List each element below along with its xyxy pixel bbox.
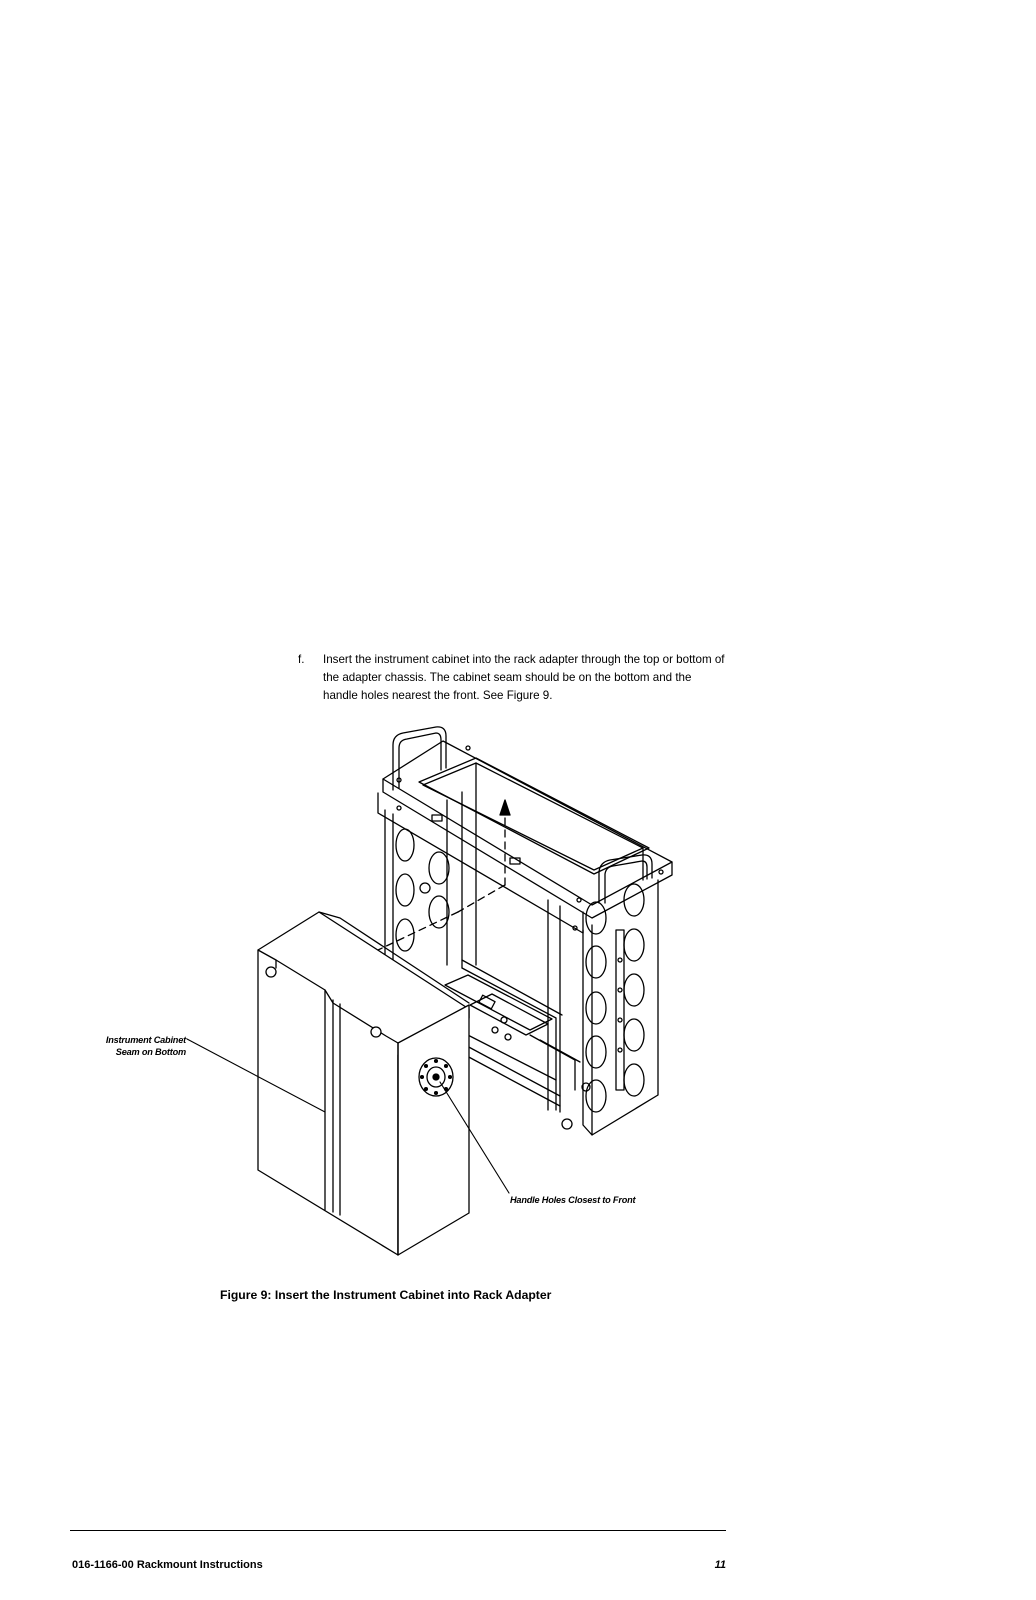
instrument-cabinet xyxy=(258,912,469,1255)
cabinet-callout-line1: Instrument Cabinet xyxy=(105,1035,186,1045)
footer-doc-title: 016-1166-00 Rackmount Instructions xyxy=(72,1559,263,1571)
footer-rule xyxy=(70,1530,726,1531)
cabinet-callout xyxy=(60,1034,186,1058)
arrow-head xyxy=(500,800,510,815)
step-letter: f. xyxy=(298,653,305,666)
footer-page-number: 11 xyxy=(714,1559,726,1571)
step-text: Insert the instrument cabinet into the rack adapter through the top or bottom of the adapter chassis. The cabinet seam should be on the bottom and the handle holes nearest the front. See Figure 9. xyxy=(323,653,725,702)
figure-caption: Figure 9: Insert the Instrument Cabinet into Rack Adapter xyxy=(220,1288,552,1302)
handle-callout: Handle Holes Closest to Front xyxy=(510,1195,636,1205)
cabinet-callout-line2: Seam on Bottom xyxy=(115,1047,186,1057)
